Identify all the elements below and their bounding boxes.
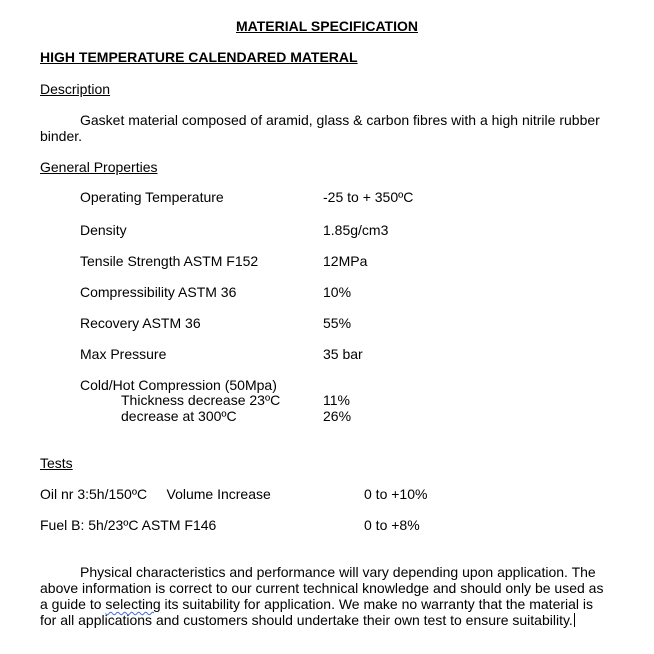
disclaimer-text-end: its suitability for application. We make no warranty that the material is for all applications and customers should undertake their own test to ensure suitability. bbox=[40, 596, 594, 628]
text-cursor bbox=[574, 613, 575, 627]
test-value: 0 to +8% bbox=[364, 517, 420, 533]
property-value: 12MPa bbox=[323, 253, 368, 269]
description-text: Gasket material composed of aramid, glass & carbon fibres with a high nitrile rubber binder. bbox=[40, 112, 600, 144]
test-value: 0 to +10% bbox=[364, 486, 428, 502]
tests-heading: Tests bbox=[40, 455, 73, 471]
property-value: 1.85g/cm3 bbox=[323, 222, 389, 238]
property-value: 10% bbox=[323, 284, 352, 300]
property-label: Density bbox=[80, 222, 127, 238]
disclaimer-text-start: Physical characteristics and performance will vary depending upon application. The above information is correct to our current technical knowledge and should only be used as a guide to bbox=[40, 564, 604, 612]
material-heading: HIGH TEMPERATURE CALENDARED MATERAL bbox=[40, 49, 358, 65]
property-value: 35 bar bbox=[323, 346, 363, 362]
compression-row-label: decrease at 300ºC bbox=[121, 408, 237, 424]
property-label: Recovery ASTM 36 bbox=[80, 315, 201, 331]
test-label: Fuel B: 5h/23ºC ASTM F146 bbox=[40, 517, 217, 533]
property-label: Operating Temperature bbox=[80, 189, 224, 205]
property-label: Compressibility ASTM 36 bbox=[80, 284, 237, 300]
test-label: Oil nr 3:5h/150ºC Volume Increase bbox=[40, 486, 271, 502]
disclaimer-paragraph[interactable] bbox=[40, 564, 610, 628]
page-title: MATERIAL SPECIFICATION bbox=[236, 18, 418, 34]
compression-row-value: 26% bbox=[323, 408, 352, 424]
property-label: Max Pressure bbox=[80, 346, 167, 362]
compression-row-value: 11% bbox=[323, 392, 350, 408]
property-label: Tensile Strength ASTM F152 bbox=[80, 253, 259, 269]
description-heading: Description bbox=[40, 81, 111, 97]
general-properties-heading: General Properties bbox=[40, 159, 158, 175]
property-value: 55% bbox=[323, 315, 352, 331]
spellcheck-flagged-word[interactable]: selecting bbox=[105, 596, 161, 612]
property-value: -25 to + 350ºC bbox=[323, 189, 414, 205]
compression-label: Cold/Hot Compression (50Mpa) bbox=[80, 377, 277, 393]
compression-row-label: Thickness decrease 23ºC bbox=[121, 392, 281, 408]
